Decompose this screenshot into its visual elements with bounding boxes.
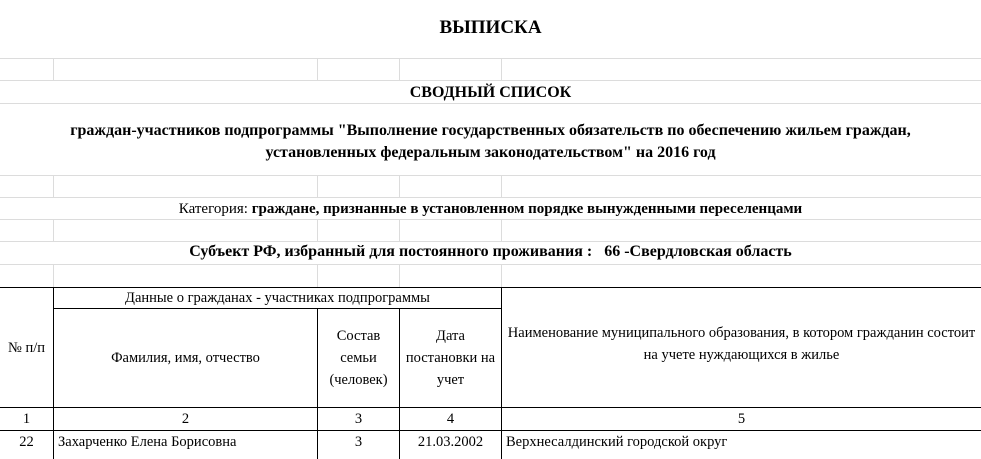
subject-value: 66 -Свердловская область <box>604 243 792 260</box>
grid-line <box>53 175 54 197</box>
grid-line <box>399 58 400 80</box>
column-header-municipality: Наименование муниципального образования, в котором гражданин состоит на учете нуждающихся в жилье <box>507 325 976 363</box>
grid-line <box>53 219 54 241</box>
index-cell: 2 <box>181 411 190 427</box>
column-header-number: № п/п <box>7 339 45 356</box>
grid-line <box>317 58 318 80</box>
grid-line <box>399 219 400 241</box>
column-header-name: Фамилия, имя, отчество <box>111 350 260 366</box>
grid-line <box>501 219 502 241</box>
name-cell[interactable]: Захарченко Елена Борисовна <box>58 434 237 450</box>
row-number-cell[interactable]: 22 <box>19 434 34 450</box>
family-cell[interactable]: 3 <box>354 434 363 450</box>
grid-line <box>0 175 981 176</box>
index-cell: 3 <box>354 411 363 427</box>
program-line-2: установленных федеральным законодательством" на 2016 год <box>265 144 716 161</box>
date-cell[interactable]: 21.03.2002 <box>417 434 484 450</box>
program-line-1: граждан-участников подпрограммы "Выполнение государственных обязательств по обеспечению жильем граждан, <box>70 122 911 139</box>
grid-line <box>0 219 981 220</box>
grid-line <box>53 264 54 287</box>
program-description <box>0 120 981 164</box>
grid-line <box>317 219 318 241</box>
document-title: ВЫПИСКА <box>439 17 542 38</box>
grid-line <box>0 80 981 81</box>
grid-line <box>501 264 502 287</box>
grid-line <box>53 58 54 80</box>
category-value: граждане, признанные в установленном порядке вынужденными переселенцами <box>251 201 803 217</box>
index-cell: 1 <box>22 411 31 427</box>
category-line <box>0 201 981 218</box>
grid-line <box>0 197 981 198</box>
grid-line <box>501 175 502 197</box>
index-cell: 5 <box>737 411 746 427</box>
document-subtitle: СВОДНЫЙ СПИСОК <box>409 84 572 101</box>
grid-line <box>399 264 400 287</box>
grid-line <box>501 58 502 80</box>
index-cell: 4 <box>446 411 455 427</box>
grid-line <box>317 175 318 197</box>
grid-line <box>0 58 981 59</box>
column-group-header: Данные о гражданах - участниках подпрограммы <box>125 290 430 306</box>
grid-line <box>399 175 400 197</box>
subject-line <box>0 243 981 261</box>
grid-line <box>0 264 981 265</box>
grid-line <box>317 264 318 287</box>
citizens-table <box>0 287 981 459</box>
column-header-date: Дата постановки на учет <box>405 328 496 388</box>
column-header-family: Состав семьи (человек) <box>329 328 388 388</box>
subject-label: Субъект РФ, избранный для постоянного проживания : <box>189 243 593 260</box>
grid-line <box>0 103 981 104</box>
grid-line <box>0 241 981 242</box>
category-label: Категория: <box>178 201 248 217</box>
municipality-cell[interactable]: Верхнесалдинский городской округ <box>506 434 728 450</box>
